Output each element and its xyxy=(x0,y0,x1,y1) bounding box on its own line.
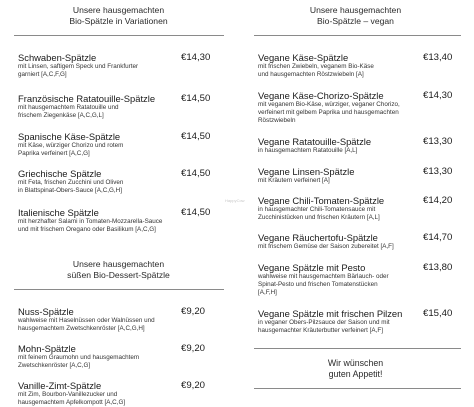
item-desc-line: und mit frischem Oregano oder Basilikum [A,C,G] xyxy=(18,226,156,234)
item-name: Mohn-Spätzle xyxy=(18,343,76,354)
item-price: €14,50 xyxy=(181,168,211,179)
menu-item-vanille-zimt-spaetzle xyxy=(18,380,237,407)
item-price: €14,70 xyxy=(423,232,453,243)
item-price: €13,30 xyxy=(423,166,453,177)
closing-message xyxy=(237,358,474,380)
divider xyxy=(254,35,461,36)
item-desc-line: Spinat-Pesto und frischen Tomatenstücken xyxy=(258,281,378,289)
closing-line-1: Wir wünschen xyxy=(327,358,384,368)
item-desc-line: mit Linsen, saftigem Speck und Frankfurter xyxy=(18,63,139,70)
menu-item-nuss-spaetzle xyxy=(18,306,237,333)
item-desc-line: in hausgemachtem Ratatouille [A,L] xyxy=(258,147,358,154)
item-name: Spanische Käse-Spätzle xyxy=(18,131,121,142)
item-desc-line: verfeinert mit gelbem Paprika und hausgemachten xyxy=(258,109,399,117)
item-desc-line: garniert [A,C,F,G] xyxy=(18,71,67,79)
item-price: €14,30 xyxy=(423,90,453,101)
menu-item-schwaben-spaetzle xyxy=(18,52,237,79)
item-desc-line: mit Zim, Bourbon-Vanillezucker und xyxy=(18,391,118,398)
heading-line-2: süßen Bio-Dessert-Spätzle xyxy=(67,270,170,280)
item-price: €14,50 xyxy=(181,131,211,142)
menu-item-ratatouille-spaetzle xyxy=(18,93,237,120)
divider xyxy=(14,289,224,290)
item-desc-line: wahlweise mit hausgemachtem Bärlauch- oder xyxy=(258,273,389,280)
item-desc-line: und hausgemachten Röstzwiebeln [A] xyxy=(258,71,364,79)
item-price: €13,30 xyxy=(423,136,453,147)
heading-line-2: Bio-Spätzle in Variationen xyxy=(69,16,168,26)
item-price: €14,30 xyxy=(181,52,211,63)
item-price: €9,20 xyxy=(181,343,206,354)
item-price: €15,40 xyxy=(423,308,453,319)
item-desc-line: Zwetschkenröster [A,C,G] xyxy=(18,362,91,370)
item-desc-line: frischem Ziegenkäse [A,C,G,L] xyxy=(18,112,104,120)
menu-item-vegane-linsen-spaetzle xyxy=(258,166,474,185)
item-desc-line: mit Feta, frischen Zucchini und Oliven xyxy=(18,179,124,186)
menu-item-vegane-kaese-chorizo-spaetzle xyxy=(258,90,474,126)
item-price: €14,20 xyxy=(423,195,453,206)
divider xyxy=(254,388,461,389)
item-name: Vegane Spätzle mit Pesto xyxy=(258,262,366,273)
item-desc-line: mit feinem Graumohn und hausgemachtem xyxy=(18,354,140,361)
item-name: Nuss-Spätzle xyxy=(18,306,74,317)
menu-item-vegane-spaetzle-pesto xyxy=(258,262,474,298)
menu-item-vegane-chili-tomaten-spaetzle xyxy=(258,195,474,222)
item-desc-line: hausgemachtem Apfelkompott [A,C,G] xyxy=(18,399,126,407)
menu-item-griechische-spaetzle xyxy=(18,168,237,195)
divider xyxy=(14,35,224,36)
item-desc-line: in Blattspinat-Obers-Sauce [A,C,G,H] xyxy=(18,187,122,195)
menu-item-vegane-spaetzle-pilzen xyxy=(258,308,474,335)
section-heading-vegan xyxy=(237,5,474,27)
item-desc-line: mit herzhafter Salami in Tomaten-Mozzarella-Sauce xyxy=(18,218,163,225)
item-name: Griechische Spätzle xyxy=(18,168,102,179)
item-desc-line: hausgemachter Kräuterbutter verfeinert [A,F] xyxy=(258,327,383,335)
item-name: Vanille-Zimt-Spätzle xyxy=(18,380,102,391)
item-name: Vegane Spätzle mit frischen Pilzen xyxy=(258,308,403,319)
item-name: Vegane Ratatouille-Spätzle xyxy=(258,136,372,147)
item-price: €9,20 xyxy=(181,306,206,317)
item-desc-line: mit frischen Zwiebeln, veganem Bio-Käse xyxy=(258,63,374,70)
menu-item-vegane-raeuchertofu-spaetzle xyxy=(258,232,474,251)
item-desc-line: Röstzwiebeln xyxy=(258,117,296,125)
item-desc-line: mit frischem Gemüse der Saison zubereitet [A,F] xyxy=(258,243,394,250)
watermark: HappyCow xyxy=(225,198,245,203)
item-desc-line: mit Käse, würziger Chorizo und rotem xyxy=(18,142,124,149)
heading-line-1: Unsere hausgemachten xyxy=(309,5,402,15)
divider xyxy=(254,348,461,349)
item-name: Französische Ratatouille-Spätzle xyxy=(18,93,156,104)
item-name: Vegane Käse-Chorizo-Spätzle xyxy=(258,90,384,101)
item-desc-line: [A,F,H] xyxy=(258,289,277,297)
item-name: Vegane Käse-Spätzle xyxy=(258,52,349,63)
item-name: Vegane Räuchertofu-Spätzle xyxy=(258,232,378,243)
closing-line-2: guten Appetit! xyxy=(328,369,383,379)
item-price: €14,50 xyxy=(181,93,211,104)
item-desc-line: mit veganem Bio-Käse, würziger, veganer Chorizo, xyxy=(258,101,400,108)
item-desc-line: in hausgemachter Chili-Tomatensauce mit xyxy=(258,206,376,213)
menu-item-italienische-spaetzle xyxy=(18,207,237,234)
item-price: €9,20 xyxy=(181,380,206,391)
item-desc-line: mit Kräutern verfeinert [A] xyxy=(258,177,330,184)
item-price: €13,40 xyxy=(423,52,453,63)
menu-item-mohn-spaetzle xyxy=(18,343,237,370)
item-desc-line: Zucchinistücken und frischen Kräutern [A,L] xyxy=(258,214,380,222)
item-name: Schwaben-Spätzle xyxy=(18,52,97,63)
item-name: Vegane Chili-Tomaten-Spätzle xyxy=(258,195,385,206)
item-desc-line: mit hausgemachtem Ratatouille und xyxy=(18,104,119,111)
menu-item-vegane-ratatouille-spaetzle xyxy=(258,136,474,155)
item-name: Vegane Linsen-Spätzle xyxy=(258,166,355,177)
item-desc-line: Paprika verfeinert [A,C,G] xyxy=(18,150,90,158)
item-desc-line: wahlweise mit Haselnüssen oder Walnüssen und xyxy=(18,317,155,324)
section-heading-classic xyxy=(0,5,237,27)
item-name: Italienische Spätzle xyxy=(18,207,99,218)
section-heading-dessert xyxy=(0,259,237,281)
heading-line-2: Bio-Spätzle – vegan xyxy=(317,16,394,26)
heading-line-1: Unsere hausgemachten xyxy=(72,5,165,15)
menu-item-spanische-kaese-spaetzle xyxy=(18,131,237,158)
item-price: €14,50 xyxy=(181,207,211,218)
heading-line-1: Unsere hausgemachten xyxy=(72,259,165,269)
item-desc-line: in veganer Obers-Pilzsauce der Saison und mit xyxy=(258,319,390,326)
menu-item-vegane-kaese-spaetzle xyxy=(258,52,474,79)
item-price: €13,80 xyxy=(423,262,453,273)
item-desc-line: hausgemachtem Zwetschkenröster [A,C,G,H] xyxy=(18,325,145,333)
